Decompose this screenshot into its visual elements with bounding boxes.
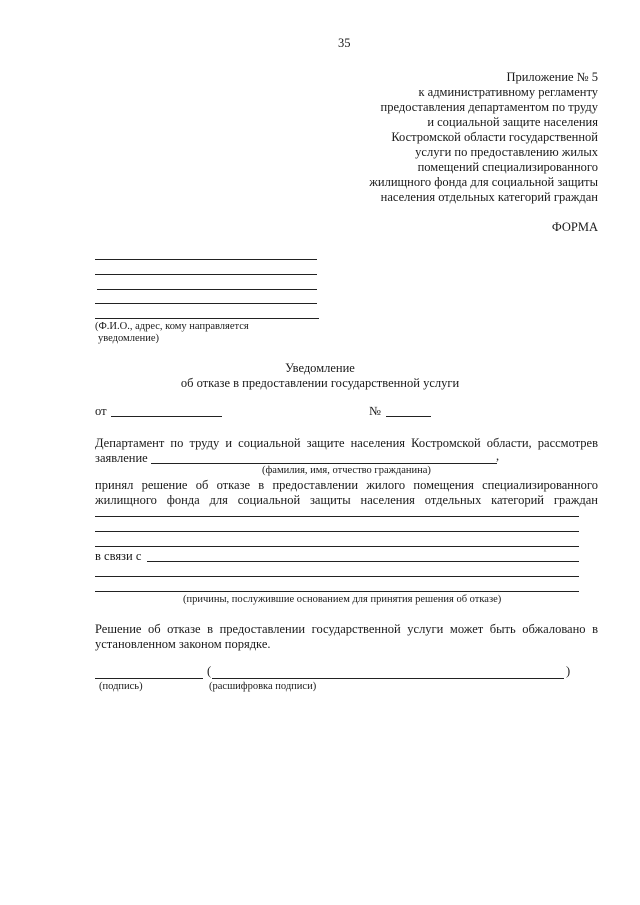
name-caption: (фамилия, имя, отчество гражданина) bbox=[262, 465, 431, 476]
address-line[interactable] bbox=[97, 289, 317, 290]
address-line[interactable] bbox=[95, 303, 317, 304]
appendix-line: жилищного фонда для социальной защиты bbox=[369, 175, 598, 189]
appendix-line: Костромской области государственной bbox=[391, 130, 598, 144]
appendix-line: услуги по предоставлению жилых bbox=[415, 145, 598, 159]
body-line-4: жилищного фонда для социальной защиты населения отдельных категорий граждан bbox=[95, 493, 598, 507]
date-label: от bbox=[95, 404, 107, 418]
appendix-line: и социальной защите населения bbox=[427, 115, 598, 129]
applicant-name-field[interactable] bbox=[151, 463, 497, 464]
notice-title: Уведомление bbox=[285, 361, 355, 375]
signature-decode-field[interactable] bbox=[212, 678, 564, 679]
body-line-3: принял решение об отказе в предоставлении жилого помещения специализированного bbox=[95, 478, 598, 492]
body-line-1: Департамент по труду и социальной защите населения Костромской области, рассмотрев bbox=[95, 436, 598, 450]
page-number: 35 bbox=[338, 36, 351, 50]
appeal-line-2: установленном законом порядке. bbox=[95, 637, 271, 651]
address-line[interactable] bbox=[95, 274, 317, 275]
reason-caption: (причины, послужившие основанием для принятия решения об отказе) bbox=[183, 594, 502, 605]
appendix-line: Приложение № 5 bbox=[506, 70, 598, 84]
signature-decode-caption: (расшифровка подписи) bbox=[209, 681, 317, 692]
appendix-line: к административному регламенту bbox=[418, 85, 598, 99]
decision-line[interactable] bbox=[95, 516, 579, 517]
comma: , bbox=[496, 449, 500, 463]
reason-line[interactable] bbox=[95, 591, 579, 592]
date-field[interactable] bbox=[111, 416, 222, 417]
appendix-line: предоставления департаментом по труду bbox=[380, 100, 598, 114]
address-caption: (Ф.И.О., адрес, кому направляется bbox=[95, 321, 249, 332]
application-label: заявление bbox=[95, 451, 148, 465]
form-label: ФОРМА bbox=[551, 220, 598, 234]
decision-line[interactable] bbox=[95, 531, 579, 532]
number-field[interactable] bbox=[386, 416, 431, 417]
appendix-line: помещений специализированного bbox=[417, 160, 598, 174]
reason-line[interactable] bbox=[95, 576, 579, 577]
signature-field[interactable] bbox=[95, 678, 203, 679]
appendix-line: населения отдельных категорий граждан bbox=[380, 190, 598, 204]
number-label: № bbox=[369, 404, 381, 418]
notice-subtitle: об отказе в предоставлении государственной услуги bbox=[180, 376, 460, 390]
reason-field[interactable] bbox=[147, 561, 579, 562]
appendix-block bbox=[369, 70, 598, 205]
address-line[interactable] bbox=[95, 318, 319, 319]
decision-line[interactable] bbox=[95, 546, 579, 547]
open-paren: ( bbox=[207, 664, 212, 678]
signature-caption: (подпись) bbox=[99, 681, 143, 692]
address-caption: уведомление) bbox=[98, 333, 160, 344]
reason-label: в связи с bbox=[95, 549, 142, 563]
close-paren: ) bbox=[566, 664, 571, 678]
address-line[interactable] bbox=[95, 259, 317, 260]
appeal-line-1: Решение об отказе в предоставлении государственной услуги может быть обжаловано в bbox=[95, 622, 598, 636]
